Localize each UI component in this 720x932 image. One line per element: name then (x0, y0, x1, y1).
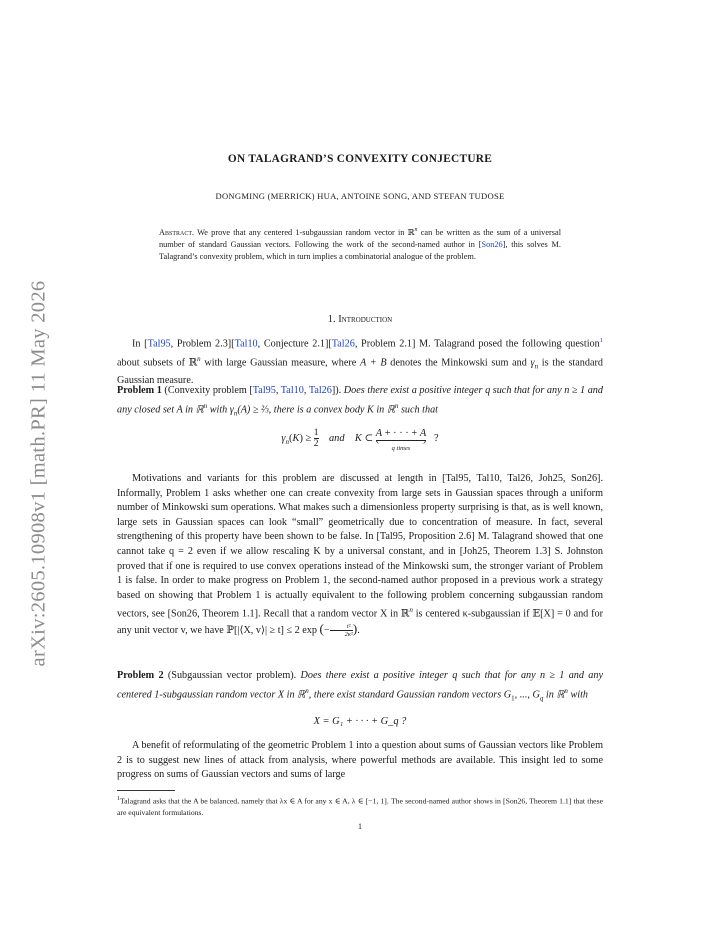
section-heading: 1. Introduction (327, 314, 393, 325)
arxiv-id: arXiv:2605.10908v1 [math.PR] 11 May 2026 (27, 280, 50, 666)
problem-2: Problem 2 (Subgaussian vector problem). Does there exist a positive integer q such that for any n ≥ 1 and any centered 1-subgaussian random vector X in ℝ$^n$, there exist standard Gaussian random vectors $G_1$, ..., $G_q$ in ℝ$^n$ with (117, 670, 604, 703)
page-number: 1 (358, 822, 362, 831)
problem-1-display: $\gamma_n(K) \ge 1$ 2 and K ⊂ A + · · · + A q times ? (281, 428, 439, 452)
abstract: Abstract. We prove that any centered 1-subgaussian random vector in ℝ$^n$ can be written as the sum of a universal number of standard Gaussian vectors. Following the work of the second-named author in [Son26], this solves M. Talagrand’s convexity problem, which in turn implies a combinatorial analogue of the problem. (159, 227, 561, 262)
ref-tal10[interactable]: Tal10 (234, 338, 258, 350)
paper-title: ON TALAGRAND’S CONVEXITY CONJECTURE (227, 153, 493, 165)
arxiv-watermark (4, 268, 74, 678)
problem-2-label: Problem 2 (117, 670, 164, 681)
problem-1-label: Problem 1 (117, 385, 162, 396)
paper-authors: DONGMING (MERRICK) HUA, ANTOINE SONG, AND STEFAN TUDOSE (215, 191, 505, 201)
section-title: Introduction (338, 314, 393, 325)
ref-tal95[interactable]: Tal95 (252, 385, 276, 396)
ref-son26[interactable]: Son26 (481, 240, 503, 250)
footnote-rule (117, 790, 175, 791)
ref-tal95[interactable]: Tal95 (147, 338, 171, 350)
abstract-label: Abstract. (159, 227, 195, 237)
problem-1: Problem 1 (Convexity problem [Tal95, Tal10, Tal26]). Does there exist a positive integer q such that for any n ≥ 1 and any closed set A in ℝ$^n$ with $\gamma_n(A)$ ≥ ⅔, there is a convex body K in ℝ$^n$ such that (117, 385, 603, 418)
motivation-paragraph: Motivations and variants for this problem are discussed at length in [Tal95, Tal10, Tal26, Joh25, Son26]. Informally, Problem 1 asks whether one can create convexity from large sets in Gaussian spaces through a uniform number of Minkowski sum operations. What makes such a dimensionless property surprising is that, as is well known, large sets in Gaussian spaces can look “small” geometrically due to concentration of measure. In fact, several strengthening of this property have been shown to be false. In [Tal95, Proposition 2.6] M. Talagrand showed that one cannot take q = 2 even if we allow rescaling K by a universal constant, and in [Joh25, Theorem 1.3] S. Johnston proved that if one is required to use convex operations instead of the Minkowski sum, the stronger variant of Problem 1 is false. In order to make progress on Problem 1, the second-named author proposed in a previous work a strategy based on showing that Problem 1 is actually equivalent to the following problem concerning subgaussian random vectors, see [Son26, Theorem 1.1]. Recall that a random vector X in ℝ$^n$ is centered κ-subgaussian if 𝔼[X] = 0 and for any unit vector v, we have ℙ[|⟨X, v⟩| ≥ t] ≤ 2 exp (− t² 2κ² ). (117, 473, 603, 639)
footnote-marker[interactable]: 1 (599, 337, 603, 344)
closing-paragraph: A benefit of reformulating of the geometric Problem 1 into a question about sums of Gaussian vectors like Problem 2 is to suggest new lines of attack from analysis, where powerful methods are available. This insight led to some progress on sums of Gaussian vectors and sums of large (117, 740, 603, 781)
intro-paragraph: In [Tal95, Problem 2.3][Tal10, Conjecture 2.1][Tal26, Problem 2.1] M. Talagrand posed the following question$^1$ about subsets of ℝ$^n$ with large Gaussian measure, where A + B denotes the Minkowski sum and $\gamma_n$ is the standard Gaussian measure. (117, 337, 603, 386)
footnote: $^1$Talagrand asks that the A be balanced, namely that λx ∈ A for any x ∈ A, λ ∈ [−1, 1]. The second-named author shows in [Son26, Theorem 1.1] that these are equivalent formulations. (117, 796, 603, 817)
ref-tal26[interactable]: Tal26 (308, 385, 332, 396)
problem-2-display: X = G₁ + · · · + G_q ? (313, 716, 407, 727)
ref-tal10[interactable]: Tal10 (280, 385, 304, 396)
ref-tal26[interactable]: Tal26 (331, 338, 355, 350)
